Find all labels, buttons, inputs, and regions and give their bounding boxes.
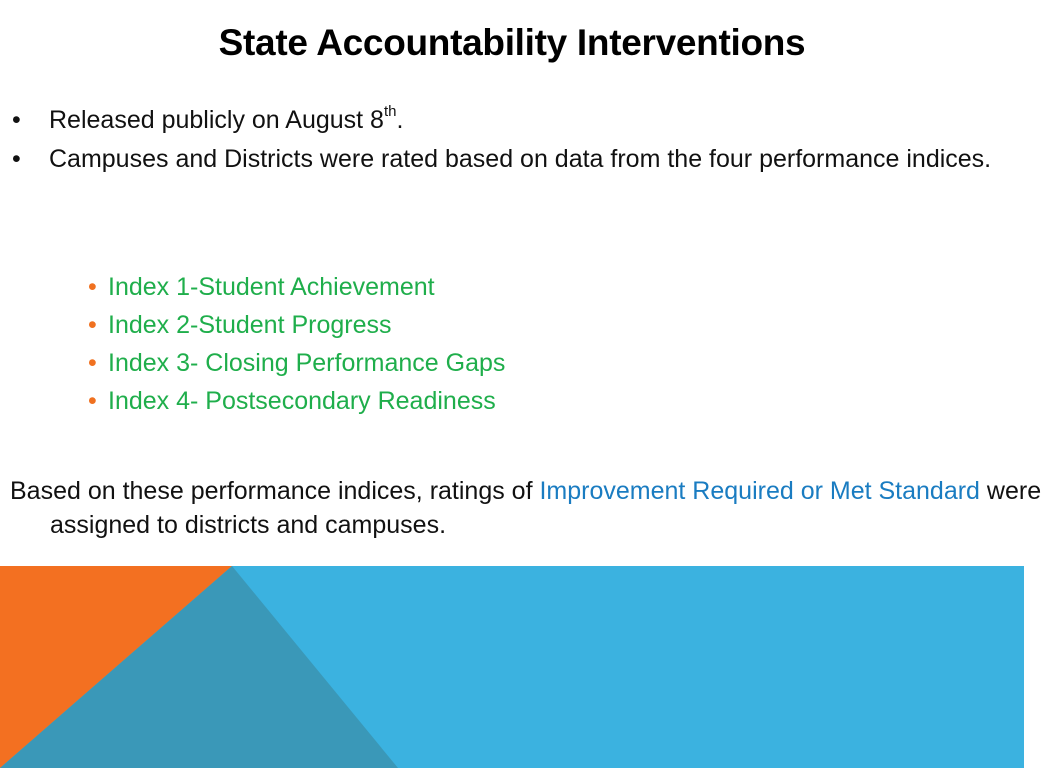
footer-decoration xyxy=(0,566,1024,768)
summary-lead: Based on these performance indices, ratings of xyxy=(10,477,540,505)
index-label: Index 3- Closing Performance Gaps xyxy=(108,349,506,377)
bullet-text: Campuses and Districts were rated based on data from the four performance indices. xyxy=(49,145,992,173)
bullet-rating-basis xyxy=(12,143,1012,176)
index-bullet-marker: • xyxy=(88,387,97,415)
bullet-suffix: . xyxy=(396,106,404,134)
index-item xyxy=(88,382,505,420)
index-list xyxy=(88,268,505,420)
slide-title: State Accountability Interventions xyxy=(218,22,806,63)
index-label: Index 4- Postsecondary Readiness xyxy=(108,387,496,415)
summary-paragraph xyxy=(10,474,1050,542)
index-bullet-marker: • xyxy=(88,349,97,377)
index-bullet-marker: • xyxy=(88,273,97,301)
bullet-release-date xyxy=(12,104,1012,137)
summary-trail: were assigned to districts and campuses. xyxy=(50,477,1042,539)
index-item xyxy=(88,306,505,344)
bullet-marker: • xyxy=(12,145,21,173)
summary-highlight: Improvement Required or Met Standard xyxy=(539,477,980,505)
bullet-text: Released publicly on August 8 xyxy=(49,106,384,134)
bullet-marker: • xyxy=(12,106,21,134)
index-item xyxy=(88,268,505,306)
index-item xyxy=(88,344,505,382)
index-label: Index 1-Student Achievement xyxy=(108,273,435,301)
bullet-superscript: th xyxy=(383,102,397,120)
main-bullet-list xyxy=(12,104,1012,182)
index-label: Index 2-Student Progress xyxy=(108,311,392,339)
index-bullet-marker: • xyxy=(88,311,97,339)
